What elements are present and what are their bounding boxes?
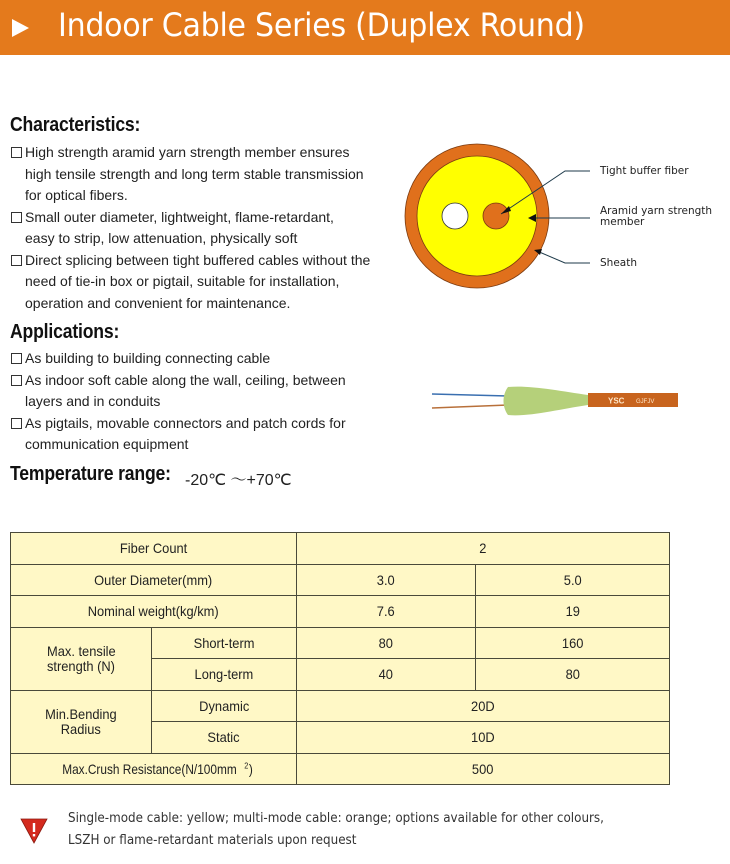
list-item: As indoor soft cable along the wall, ceiling, between layers and in conduits bbox=[10, 370, 346, 413]
page-header bbox=[0, 0, 730, 55]
nominal-weight-label: Nominal weight(kg/km) bbox=[11, 596, 297, 628]
checkbox-bullet-icon bbox=[11, 418, 22, 429]
table-row bbox=[11, 753, 670, 785]
short-term-label: Short-term bbox=[151, 627, 296, 659]
table-row bbox=[11, 533, 670, 565]
fiber-count-label: Fiber Count bbox=[11, 533, 297, 565]
svg-text:YSC: YSC bbox=[608, 396, 625, 406]
temperature-heading: Temperature range: bbox=[10, 463, 171, 485]
nominal-weight-value: 19 bbox=[476, 596, 670, 628]
cable-product-image bbox=[430, 383, 680, 419]
color-note: Single-mode cable: yellow; multi-mode cable: orange; options available for other colours, LSZH or flame-retardant materials upon request bbox=[68, 811, 604, 848]
long-term-value: 40 bbox=[296, 659, 476, 691]
nominal-weight-value: 7.6 bbox=[296, 596, 476, 628]
crush-resistance-value: 500 bbox=[296, 753, 669, 785]
sheath-label: Sheath bbox=[600, 257, 637, 269]
dynamic-value: 20D bbox=[296, 690, 669, 722]
table-row bbox=[11, 596, 670, 628]
list-item: Direct splicing between tight buffered cables without the need of tie-in box or pigtail, suitable for installation, operation and convenient for maintenance. bbox=[10, 250, 370, 315]
short-term-value: 160 bbox=[476, 627, 670, 659]
fiber-count-value: 2 bbox=[296, 533, 669, 565]
cable-cross-section-diagram bbox=[400, 130, 730, 290]
list-item: As pigtails, movable connectors and patch cords for communication equipment bbox=[10, 413, 346, 456]
tensile-strength-label: Max. tensile strength (N) bbox=[11, 627, 152, 690]
applications-list bbox=[10, 348, 346, 456]
static-value: 10D bbox=[296, 722, 669, 754]
checkbox-bullet-icon bbox=[11, 353, 22, 364]
checkbox-bullet-icon bbox=[11, 375, 22, 386]
warning-icon bbox=[20, 817, 48, 850]
page-title: Indoor Cable Series (Duplex Round) bbox=[58, 6, 585, 44]
table-row bbox=[11, 627, 670, 659]
checkbox-bullet-icon bbox=[11, 255, 22, 266]
long-term-value: 80 bbox=[476, 659, 670, 691]
checkbox-bullet-icon bbox=[11, 212, 22, 223]
tight-buffer-fiber-label: Tight buffer fiber bbox=[600, 165, 689, 177]
table-row bbox=[11, 564, 670, 596]
aramid-yarn-label: Aramid yarn strength member bbox=[600, 205, 713, 228]
static-label: Static bbox=[151, 722, 296, 754]
crush-resistance-label: Max.Crush Resistance(N/100mm $^2$) bbox=[11, 753, 297, 785]
outer-diameter-value: 5.0 bbox=[476, 564, 670, 596]
list-item: As building to building connecting cable bbox=[10, 348, 346, 370]
list-item: High strength aramid yarn strength member ensures high tensile strength and long term stable transmission for optical fibers. bbox=[10, 142, 370, 207]
applications-heading: Applications: bbox=[10, 321, 120, 343]
checkbox-bullet-icon bbox=[11, 147, 22, 158]
dynamic-label: Dynamic bbox=[151, 690, 296, 722]
short-term-value: 80 bbox=[296, 627, 476, 659]
outer-diameter-value: 3.0 bbox=[296, 564, 476, 596]
long-term-label: Long-term bbox=[151, 659, 296, 691]
bending-radius-label: Min.Bending Radius bbox=[11, 690, 152, 753]
temperature-value: -20℃ ～+70℃ bbox=[185, 472, 292, 489]
characteristics-list bbox=[10, 142, 370, 314]
characteristics-heading: Characteristics: bbox=[10, 114, 141, 136]
play-triangle-icon bbox=[12, 19, 29, 37]
outer-diameter-label: Outer Diameter(mm) bbox=[11, 564, 297, 596]
svg-text:GJFJV: GJFJV bbox=[636, 399, 655, 405]
list-item: Small outer diameter, lightweight, flame-retardant, easy to strip, low attenuation, physically soft bbox=[10, 207, 370, 250]
specification-table bbox=[10, 532, 670, 785]
table-row bbox=[11, 690, 670, 722]
